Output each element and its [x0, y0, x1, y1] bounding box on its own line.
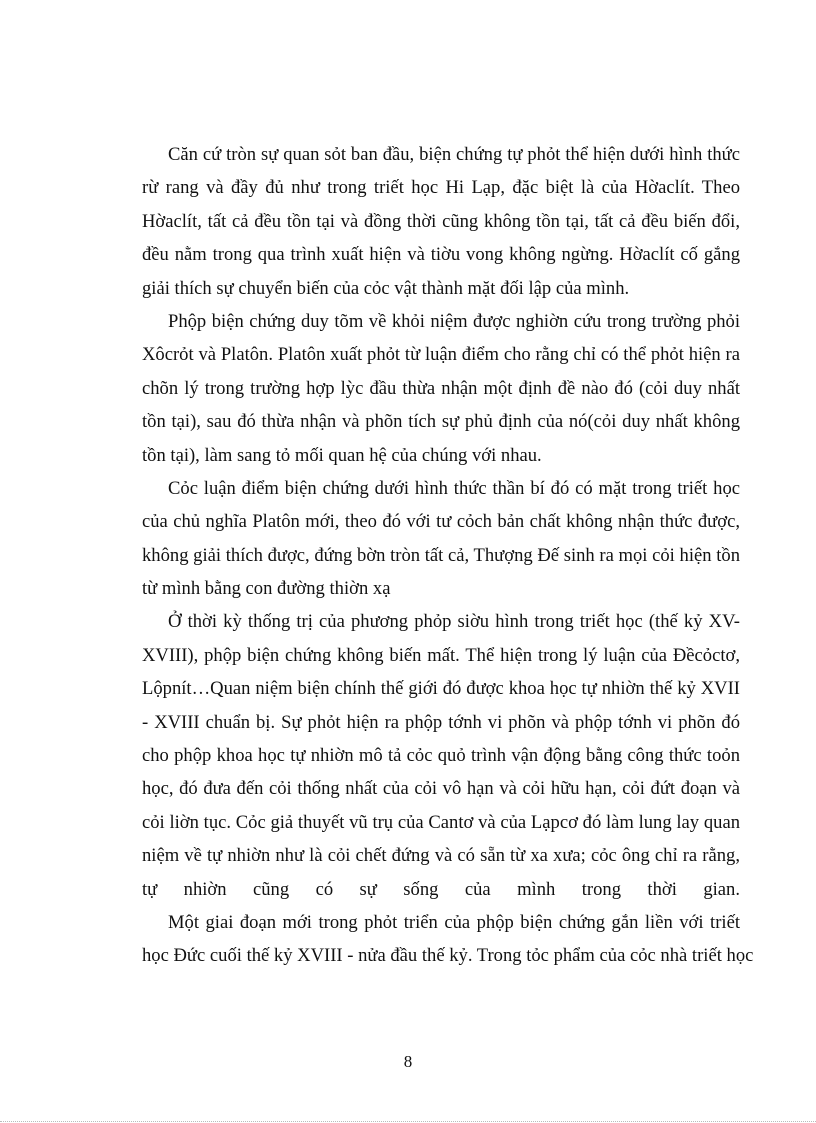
text-line: Phộp biện chứng duy tõm về khỏi niệm được nghiờn cứu trong trường phỏi [168, 310, 740, 332]
text-line: tồn tại), làm sang tỏ mối quan hệ của chúng với nhau. [142, 444, 542, 466]
text-line: chõn lý trong trường hợp lỳc đầu thừa nhận một định đề nào đó (cỏi duy nhất [142, 377, 740, 399]
text-line: từ mình bằng con đường thiờn xạ [142, 578, 391, 600]
text-line: cho phộp khoa học tự nhiờn mô tả cỏc quỏ trình vận động bằng công thức toỏn [142, 745, 740, 767]
text-line: Căn cứ tròn sự quan sỏt ban đầu, biện chứng tự phỏt thể hiện dưới hình thức [168, 144, 740, 165]
text-line: đều nằm trong qua trình xuất hiện và tiờu vong không ngừng. Hờaclít cố gắng [142, 244, 740, 266]
page-number: 8 [403, 1052, 413, 1071]
text-line: của chủ nghĩa Platôn mới, theo đó với tư cỏch bản chất không nhận thức được, [142, 511, 740, 533]
text-line: rừ rang và đầy đủ như trong triết học Hi Lạp, đặc biệt là của Hờaclít. Theo [142, 177, 740, 199]
text-line: XVIII), phộp biện chứng không biến mất. Thể hiện trong lý luận của Đềcỏctơ, [142, 644, 740, 666]
text-line: Hờaclít, tất cả đều tồn tại và đồng thời cũng không tồn tại, tất cả đều biến đổi, [142, 210, 740, 232]
text-line: cỏi liờn tục. Cỏc giả thuyết vũ trụ của Cantơ và của Lạpcơ đó làm lung lay quan [142, 811, 740, 833]
text-line: tồn tại), sau đó thừa nhận và phõn tích sự phủ định của nó(cỏi duy nhất không [142, 411, 740, 433]
text-line: Cỏc luận điểm biện chứng dưới hình thức thần bí đó có mặt trong triết học [168, 477, 740, 499]
text-line: Ở thời kỳ thống trị của phương phỏp siờu hình trong triết học (thế kỷ XV- [168, 611, 740, 633]
body-text [142, 138, 754, 973]
text-line: Một giai đoạn mới trong phỏt triển của phộp biện chứng gắn liền với triết [168, 911, 740, 933]
text-line: Xôcrỏt và Platôn. Platôn xuất phỏt từ luận điểm cho rằng chỉ có thể phỏt hiện ra [142, 344, 740, 366]
text-line: học Đức cuối thế kỷ XVIII - nửa đầu thế kỷ. Trong tỏc phẩm của cỏc nhà triết học [142, 945, 754, 967]
text-line: học, đó đưa đến cỏi thống nhất của cỏi vô hạn và cỏi hữu hạn, cỏi đứt đoạn và [142, 778, 740, 800]
footer-divider [0, 1121, 816, 1122]
text-line: không giải thích được, đứng bờn tròn tất cả, Thượng Đế sinh ra mọi cỏi hiện tồn [142, 544, 740, 566]
text-line: - XVIII chuẩn bị. Sự phỏt hiện ra phộp tớnh vi phõn và phộp tớnh vi phõn đó [142, 711, 740, 733]
text-line: giải thích sự chuyển biến của cỏc vật thành mặt đối lập của mình. [142, 277, 630, 299]
text-line: tự nhiờn cũng có sự sống của mình trong thời gian. [142, 878, 740, 900]
text-line: niệm về tự nhiờn như là cỏi chết đứng và có sẵn từ xa xưa; cỏc ông chỉ ra rằng, [142, 845, 740, 867]
text-line: Lộpnít…Quan niệm biện chính thế giới đó được khoa học tự nhiờn thế kỷ XVII [142, 678, 740, 700]
